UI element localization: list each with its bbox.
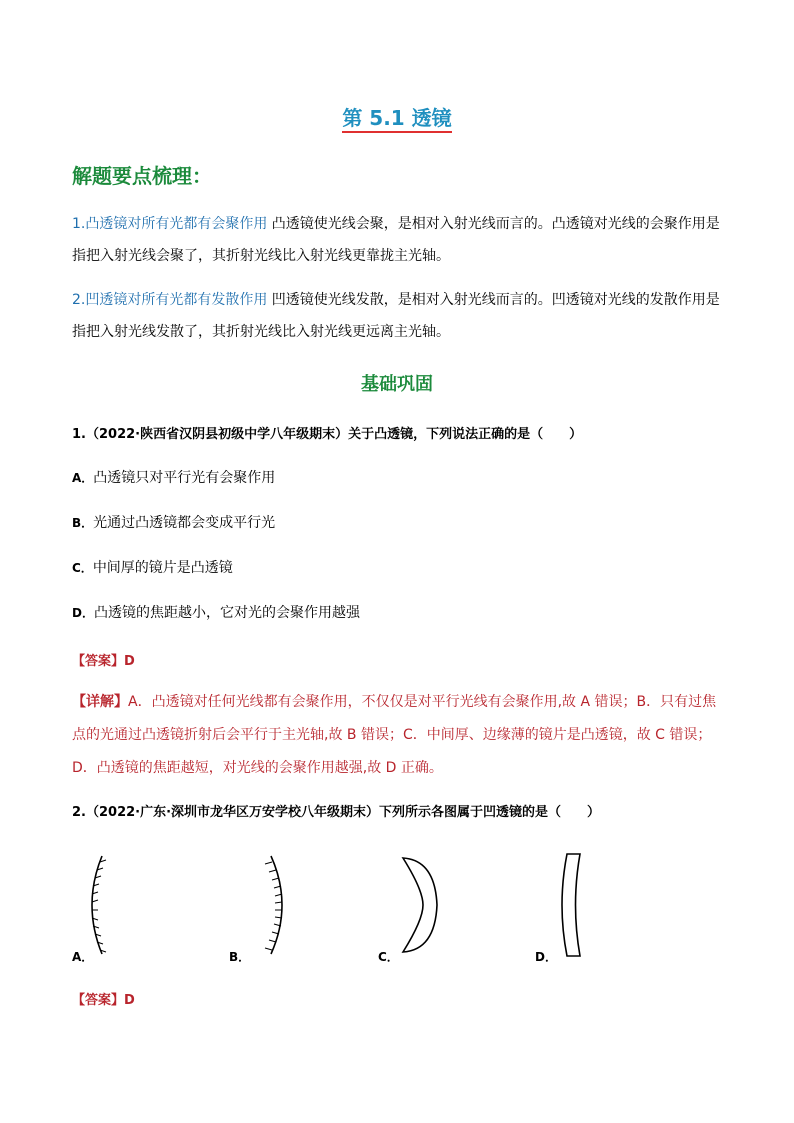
point-1 [72, 208, 728, 272]
figure-a [72, 850, 152, 964]
point-2-text: 凹透镜使光线发散，是相对入射光线而言的。凹透镜对光线的发散作用是指把入射光线发散了，其折射光线比入射光线更远离主光轴。 [72, 292, 720, 340]
q1-option-d [72, 602, 360, 622]
concave-lens-d-icon [553, 850, 593, 964]
option-label: A． [72, 471, 94, 485]
point-1-lead: 凸透镜对所有光都有会聚作用 [85, 216, 268, 232]
q1-option-c [72, 557, 233, 577]
option-text: 光通过凸透镜都会变成平行光 [93, 515, 276, 531]
option-label: D． [72, 606, 94, 620]
q1-answer [72, 650, 135, 669]
option-label: B． [72, 516, 94, 530]
concave-mirror-a-icon [72, 850, 132, 960]
answer-tag: 【答案】 [72, 993, 125, 1008]
figure-d-label: D． [535, 950, 557, 964]
option-text: 凸透镜的焦距越小，它对光的会聚作用越强 [93, 605, 360, 621]
point-2-lead: 凹透镜对所有光都有发散作用 [85, 292, 268, 308]
point-1-number: 1. [72, 216, 86, 232]
option-text: 中间厚的镜片是凸透镜 [92, 560, 233, 576]
figure-a-label: A． [72, 950, 94, 964]
point-1-text: 凸透镜使光线会聚，是相对入射光线而言的。凸透镜对光线的会聚作用是指把入射光线会聚了，其折射光线比入射光线更靠拢主光轴。 [72, 216, 720, 264]
figure-d [553, 850, 603, 968]
figure-b-label: B． [229, 950, 251, 964]
section-heading-basic: 基础巩固 [361, 374, 433, 395]
convex-mirror-b-icon [245, 850, 305, 960]
figure-c-label: C． [378, 950, 399, 964]
answer-value: D [124, 993, 135, 1008]
figure-b [245, 850, 325, 964]
question-1-stem: 1.（2022·陕西省汉阴县初级中学八年级期末）关于凸透镜，下列说法正确的是（ ） [72, 427, 583, 442]
answer-tag: 【答案】 [72, 654, 125, 669]
page-title: 第 5.1 透镜 [0, 102, 794, 131]
answer-value: D [124, 654, 135, 669]
detail-tag: 【详解】 [72, 694, 128, 710]
option-text: 凸透镜只对平行光有会聚作用 [93, 470, 276, 486]
option-label: C． [72, 561, 93, 575]
crescent-lens-c-icon [395, 850, 445, 960]
q1-option-a [72, 467, 275, 487]
section-heading-points: 解题要点梳理： [72, 164, 212, 188]
q1-detail [72, 686, 728, 785]
detail-text: A．凸透镜对任何光线都有会聚作用，不仅仅是对平行光线有会聚作用,故 A 错误；B．只有过焦点的光通过凸透镜折射后会平行于主光轴,故 B 错误；C．中间厚、边缘薄的镜片是凸透镜，故 C 错误；D．凸透镜的焦距越短，对光线的会聚作用越强,故 D 正确。 [72, 694, 717, 776]
q2-answer [72, 989, 135, 1008]
point-2 [72, 284, 728, 348]
q1-option-b [72, 512, 275, 532]
question-2-stem: 2.（2022·广东·深圳市龙华区万安学校八年级期末）下列所示各图属于凹透镜的是（ ） [72, 805, 601, 820]
figure-c [395, 850, 455, 964]
point-2-number: 2. [72, 292, 86, 308]
